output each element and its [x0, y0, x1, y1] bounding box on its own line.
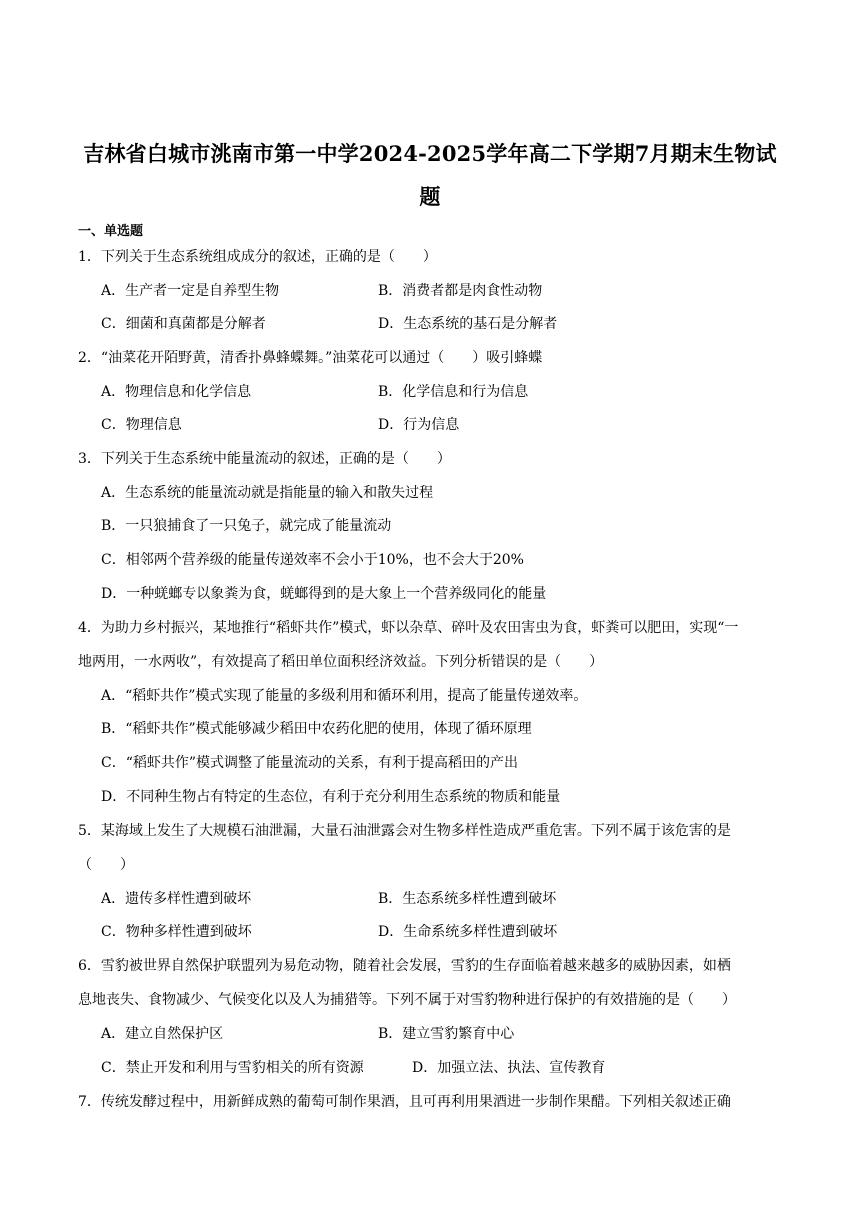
question-4-option-c: C．“稻虾共作”模式调整了能量流动的关系，有利于提高稻田的产出 [101, 755, 519, 771]
question-5-option-a: A．遗传多样性遭到破坏 [101, 891, 252, 907]
question-3-option-b: B．一只狼捕食了一只兔子，就完成了能量流动 [101, 518, 392, 534]
question-5-stem-cont: （ ） [78, 857, 134, 873]
question-1-option-a: A．生产者一定是自养型生物 [101, 283, 280, 299]
question-2-option-d: D．行为信息 [378, 417, 460, 433]
question-6-stem-cont: 息地丧失、食物减少、气候变化以及人为捕猎等。下列不属于对雪豹物种进行保护的有效措施的是（ ） [78, 992, 736, 1008]
question-5-stem: 5．某海域上发生了大规模石油泄漏，大量石油泄露会对生物多样性造成严重危害。下列不属于该危害的是 [78, 823, 731, 839]
question-4-stem: 4．为助力乡村振兴，某地推行“稻虾共作”模式，虾以杂草、碎叶及农田害虫为食，虾粪可以肥田，实现“一 [78, 620, 739, 636]
question-2-option-c: C．物理信息 [101, 417, 182, 433]
question-3-option-a: A．生态系统的能量流动就是指能量的输入和散失过程 [101, 485, 434, 501]
question-1-option-d: D．生态系统的基石是分解者 [378, 316, 558, 332]
question-4-option-a: A．“稻虾共作”模式实现了能量的多级利用和循环利用，提高了能量传递效率。 [101, 688, 588, 704]
question-6-option-a: A．建立自然保护区 [101, 1026, 224, 1042]
question-2-option-b: B．化学信息和行为信息 [378, 384, 529, 400]
question-3-option-d: D．一种蜣螂专以象粪为食，蜣螂得到的是大象上一个营养级同化的能量 [101, 586, 547, 602]
question-4-stem-cont: 地两用，一水两收”，有效提高了稻田单位面积经济效益。下列分析错误的是（ ） [78, 654, 604, 670]
question-2-option-a: A．物理信息和化学信息 [101, 384, 252, 400]
question-5-option-b: B．生态系统多样性遭到破坏 [378, 891, 557, 907]
question-4-option-d: D．不同种生物占有特定的生态位，有利于充分利用生态系统的物质和能量 [101, 789, 561, 805]
question-3-option-c: C．相邻两个营养级的能量传递效率不会小于10%，也不会大于20% [101, 552, 524, 568]
question-4-option-b: B．“稻虾共作”模式能够减少稻田中农药化肥的使用，体现了循环原理 [101, 721, 532, 737]
question-1-stem: 1．下列关于生态系统组成成分的叙述，正确的是（ ） [78, 249, 437, 265]
exam-title-cont: 题 [419, 184, 441, 209]
question-6-option-c: C．禁止开发和利用与雪豹相关的所有资源 [101, 1060, 364, 1076]
question-1-option-c: C．细菌和真菌都是分解者 [101, 316, 266, 332]
question-5-option-c: C．物种多样性遭到破坏 [101, 924, 252, 940]
question-7-stem: 7．传统发酵过程中，用新鲜成熟的葡萄可制作果酒，且可再利用果酒进一步制作果醋。下列相关叙述正确 [78, 1094, 731, 1110]
question-3-stem: 3．下列关于生态系统中能量流动的叙述，正确的是（ ） [78, 451, 451, 467]
question-1-option-b: B．消费者都是肉食性动物 [378, 283, 543, 299]
question-6-option-d: D．加强立法、执法、宣传教育 [412, 1060, 606, 1076]
question-2-stem: 2．“油菜花开陌野黄，清香扑鼻蜂蝶舞。”油菜花可以通过（ ）吸引蜂蝶 [78, 350, 543, 366]
question-5-option-d: D．生命系统多样性遭到破坏 [378, 924, 558, 940]
question-6-stem: 6．雪豹被世界自然保护联盟列为易危动物，随着社会发展，雪豹的生存面临着越来越多的威胁因素，如栖 [78, 958, 731, 974]
section-heading: 一、单选题 [78, 224, 144, 239]
exam-title: 吉林省白城市洮南市第一中学2024-2025学年高二下学期7月期末生物试 [83, 141, 777, 166]
question-6-option-b: B．建立雪豹繁育中心 [378, 1026, 515, 1042]
